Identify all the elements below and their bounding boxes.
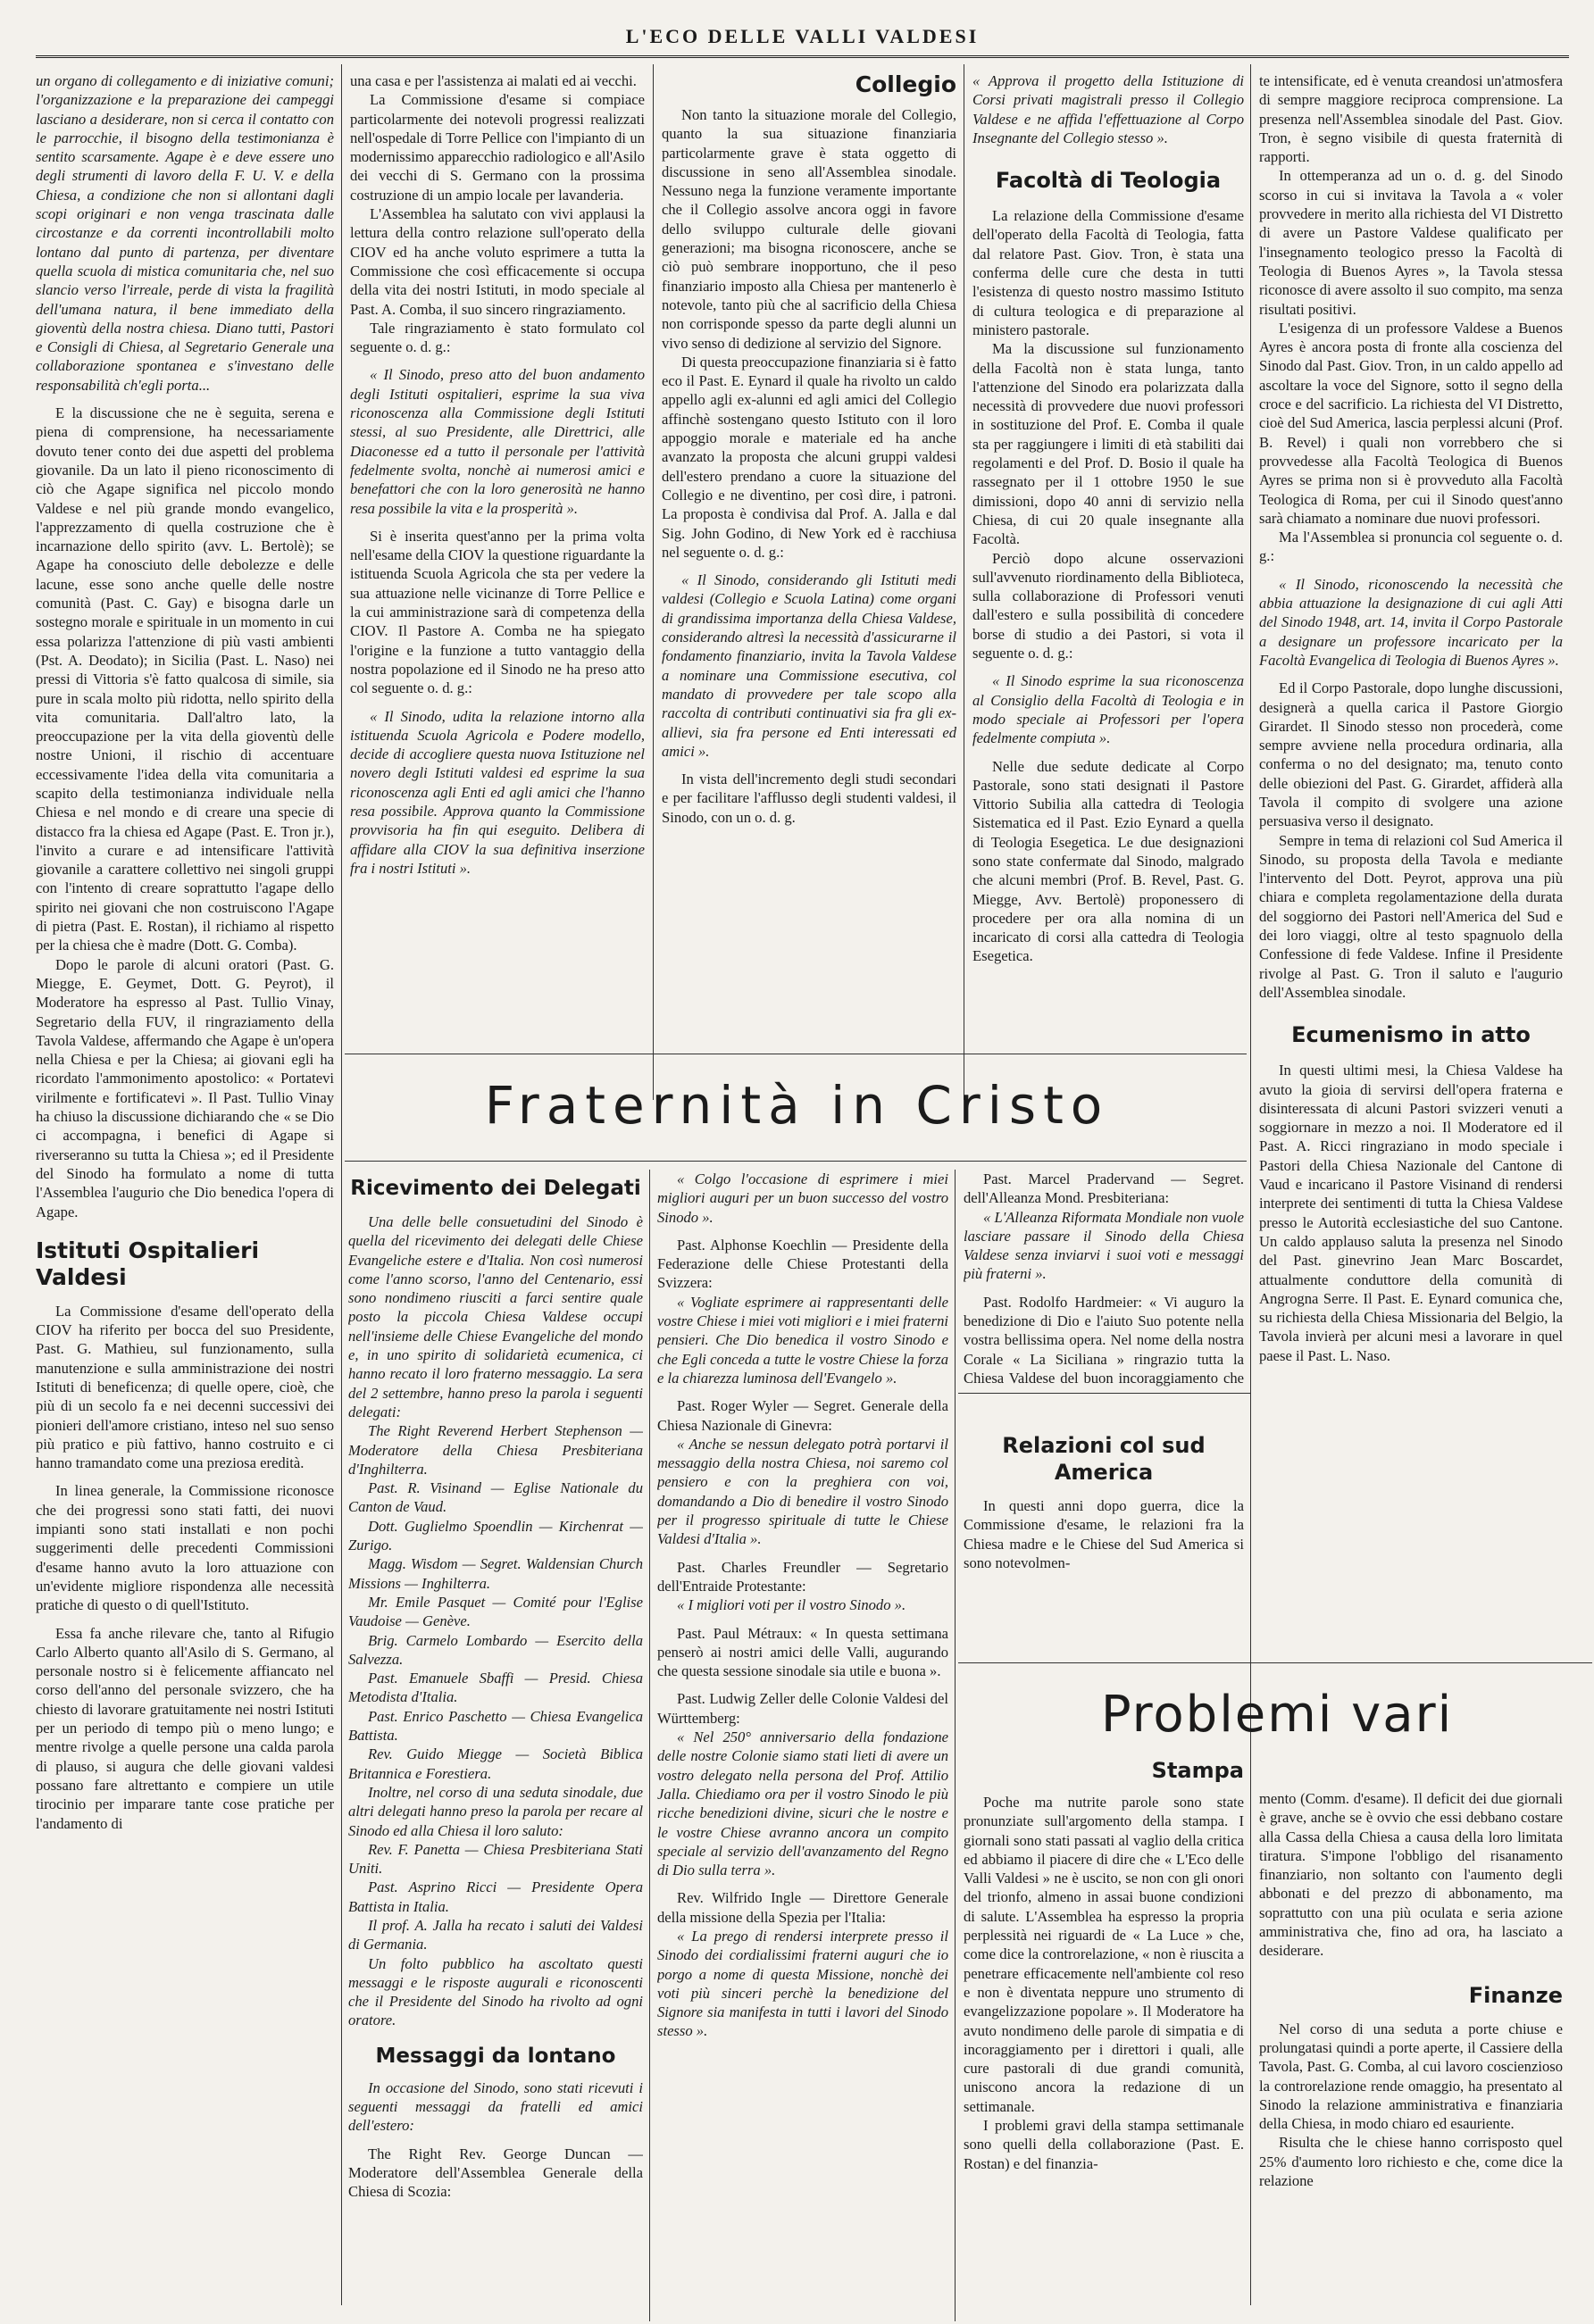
message-sender: Past. Roger Wyler — Segret. Generale della Chiesa Nazionale di Ginevra: bbox=[657, 1397, 948, 1434]
paragraph: Ed il Corpo Pastorale, dopo lunghe discussioni, designerà a quella carica il Pastore Giorgio Girardet. Il Sinodo stesso non procederà, come sempre avviene nella procedura ordinaria, alla conferma o no del designato; ma, tenuto conto delle obiezioni del Past. G. Girardet, affiderà alla Tavola il compito di svolgere una azione persuasiva verso il designato. bbox=[1259, 679, 1563, 830]
order-of-the-day: « Il Sinodo, riconoscendo la necessità che abbia attuazione la designazione di cui agli Atti del Sinodo 1948, art. 14, invita il Corpo Pastorale a designare un professore incaricato per la Facoltà Evangelica di Teologia di Buenos Ayres ». bbox=[1259, 575, 1563, 669]
section-heading-messaggi: Messaggi da lontano bbox=[375, 2044, 616, 2068]
message-sender: Past. Alphonse Koechlin — Presidente della Federazione delle Chiese Protestanti della Svizzera: bbox=[657, 1236, 948, 1292]
paragraph: The Right Rev. George Duncan — Moderatore dell'Assemblea Generale della Chiesa di Scozia: bbox=[348, 2145, 643, 2201]
message: « Colgo l'occasione di esprimere i miei migliori auguri per un buon successo del vostro Sinodo ». bbox=[657, 1170, 948, 1226]
delegate-entry: Dott. Guglielmo Spoendlin — Kirchenrat — Zurigo. bbox=[348, 1517, 643, 1554]
paragraph: Inoltre, nel corso di una seduta sinodale, due altri delegati hanno preso la parola per recare al Sinodo ed alla Chiesa il loro saluto: bbox=[348, 1783, 643, 1839]
delegate-entry: Past. Emanuele Sbaffi — Presid. Chiesa Metodista d'Italia. bbox=[348, 1670, 643, 1706]
problemi-column-a bbox=[964, 1757, 1244, 2320]
paragraph: mento (Comm. d'esame). Il deficit dei due giornali è grave, anche se è ovvio che essi debbano costare alla Cassa della Chiesa a causa della loro limitata tiratura. S'impone l'obbligo del risanamento finanziario, non soltanto con l'aumento degli abbonati e del prezzo di abbonamento, ma soprattutto con una più oculata e seria azione amministrativa che, fino ad ora, ha lasciato a desiderare. bbox=[1259, 1790, 1563, 1960]
delegate-entry: Mr. Emile Pasquet — Comité pour l'Eglise Vaudoise — Genève. bbox=[348, 1593, 643, 1630]
delegate-entry: Past. Asprino Ricci — Presidente Opera Battista in Italia. bbox=[348, 1878, 643, 1915]
message-sender: Rev. Wilfrido Ingle — Direttore Generale della missione della Spezia per l'Italia: bbox=[657, 1889, 948, 1926]
paragraph: I problemi gravi della stampa settimanale sono quelli della collaborazione (Past. E. Rostan) e del finanzia- bbox=[964, 2117, 1244, 2172]
column-2 bbox=[350, 71, 645, 1049]
message: « L'Alleanza Riformata Mondiale non vuole lasciare passare il Sinodo della Chiesa Valdese senza inviarvi i suoi voti e messaggi più fraterni ». bbox=[964, 1208, 1244, 1283]
section-rule bbox=[958, 1662, 1592, 1663]
order-of-the-day: « Il Sinodo, considerando gli Istituti medi valdesi (Collegio e Scuola Latina) come organi di grandissima importanza della Chiesa Valdese, considerando altresì la necessità d'assicurarne il fondamento finanziario, invita la Tavola Valdese a nominare una Commissione esecutiva, col mandato di provvedere per tale scopo alla raccolta di contributi continuativi sia fra gli ex-allievi, sia fra persone ed Enti interessati ed amici ». bbox=[662, 571, 956, 760]
column-rule bbox=[649, 1170, 650, 2321]
column-1 bbox=[36, 71, 334, 2317]
section-heading-finanze: Finanze bbox=[1468, 1982, 1563, 2008]
section-heading-facolta: Facoltà di Teologia bbox=[995, 168, 1222, 194]
paragraph: In ottemperanza ad un o. d. g. del Sinodo scorso in cui si invitava la Tavola a « voler provvedere in merito alla richiesta del VI Distretto di avere un Pastore Valdese qualificato per l'insegnamento teologico presso la Facoltà di Teologia di Buenos Ayres », la Tavola stessa riconosce di avere assolto il suo compito, ma senza risultati positivi. bbox=[1259, 167, 1563, 318]
delegate-entry: Brig. Carmelo Lombardo — Esercito della Salvezza. bbox=[348, 1631, 643, 1668]
delegate-entry: The Right Reverend Herbert Stephenson — Moderatore della Chiesa Presbiteriana d'Inghilterra. bbox=[348, 1422, 643, 1478]
relazioni-section bbox=[964, 1407, 1244, 1661]
paragraph: Poche ma nutrite parole sono state pronunziate sull'argomento della stampa. I giornali sono stati passati al vaglio della critica ed abbiamo il piacere di dire che « L'Eco delle Valli Valdesi » ne è uscito, se non con gli onori del trionfo, almeno in assai buone condizioni di salute. L'Assemblea ha espresso la propria perplessità nei riguardi de « La Luce » che, come dice la controrelazione, « non è riuscita a penetrare efficacemente nell'ambiente col reso e non è diventata neppure uno strumento di evangelizzazione popolare ». Il Moderatore ha avuto nondimeno delle parole di simpatia e di incoraggiamento per i direttori i quali, alle cure pastorali di due grandi comunità, uniscono ancora la redazione di un settimanale. bbox=[964, 1794, 1244, 2115]
delegate-entry: Rev. Guido Miegge — Società Biblica Britannica e Forestiera. bbox=[348, 1745, 643, 1782]
column-rule bbox=[1250, 64, 1251, 2305]
paragraph: Essa fa anche rilevare che, tanto al Rifugio Carlo Alberto quanto all'Asilo di S. Germano, al personale nostro si è felicemente affiancato nel corso dell'anno del personale svizzero, che ha chiesto di lavorare gratuitamente nei nostri Istituti per un periodo di tempo più o meno lungo; e mentre rivolge a quelle persone una calda parola di plauso, si augura che delle giovani valdesi possano fare altrettanto e compiere un utile tirocinio per imparare tante cose pratiche per l'andamento di bbox=[36, 1624, 334, 1832]
banner-fraternita: Fraternità in Cristo bbox=[484, 1075, 1110, 1136]
message: « Nel 250° anniversario della fondazione delle nostre Colonie siamo stati lieti di avere un vostro delegato nella persona del Prof. Attilio Jalla. Chiediamo ora per il vostro Sinodo le più ricche benedizioni divine, sicuri che le nostre e le vostre Chiese avranno ancora un compito speciale al servizio dell'avanzamento del Regno di Dio sulla terra ». bbox=[657, 1728, 948, 1879]
message: « I migliori voti per il vostro Sinodo ». bbox=[677, 1596, 906, 1614]
paragraph: In questi ultimi mesi, la Chiesa Valdese ha avuto la gioia di servirsi dell'opera fraterna e disinteressata di alcuni Pastori svizzeri venuti a soggiornare in mezzo a noi. Il Moderatore ed il Past. A. Ricci ringraziano in modo speciale i Pastori della Chiesa Nazionale del Cantone di Vaud e incaricano il Pastore Visinand di rendersi interprete dei sentimenti di tutta la Chiesa Valdese presso le Autorità ecclesiastiche del suo Cantone. Un caldo applauso saluta la presenza nel Sinodo del Past. ginevrino Jean Marc Boscardet, attualmente conduttore della comunità di Angrogna Serre. Il Past. E. Eynard comunica che, su richiesta della Chiesa Missionaria del Belgio, la Tavola invierà per alcuni mesi a lavorare in quel paese il Past. L. Naso. bbox=[1259, 1062, 1563, 1364]
paragraph: L'esigenza di un professore Valdese a Buenos Ayres è ancora posta di fronte alla coscienza del Sinodo dal Past. Giov. Tron, in un caldo appello ad ascoltare la voce del Signore, sotto il segno della croce e del sacrificio. La richiesta del VI Distretto, cioè del Sud America, lascia perplessi alcuni (Prof. B. Revel) i quali non vorrebbero che si provvedesse alla Facoltà Teologica di Buenos Ayres se prima non si è provveduto alla Facoltà Teologica di Roma, per cui il Sinodo quest'anno sarà chiamato a nominare due nuovi professori. bbox=[1259, 319, 1563, 527]
delegate-entry: Magg. Wisdom — Segret. Waldensian Church Missions — Inghilterra. bbox=[348, 1555, 643, 1592]
message: « Anche se nessun delegato potrà portarvi il messaggio della nostra Chiesa, noi saremo col pensiero e con la preghiera con voi, domandando a Dio di benedire il vostro Sinodo per il progresso spirituale di tutte le Chiese Valdesi d'Italia ». bbox=[657, 1435, 948, 1548]
paragraph: In linea generale, la Commissione riconosce che dei progressi sono stati fatti, dei nuovi impianti sono stati installati e non pochi suggerimenti delle precedenti Commissioni d'esame hanno avuto la loro attuazione con un'evidente migliore rispondenza alle necessità pratiche di questo o di quell'Istituto. bbox=[36, 1482, 334, 1614]
paragraph: Risulta che le chiese hanno corrisposto quel 25% d'aumento loro richiesto e che, come dice la relazione bbox=[1259, 2134, 1563, 2190]
paragraph: Si è inserita quest'anno per la prima volta nell'esame della CIOV la questione riguardante la istituenda Scuola Agricola che sta per vedere la sua attuazione nelle vicinanze di Torre Pellice e la cui amministrazione sarà di competenza della CIOV. Il Pastore A. Comba ne ha spiegato l'origine e la funzione a tutto vantaggio della nostra popolazione ed il Sinodo ne ha preso atto col seguente o. d. g.: bbox=[350, 527, 645, 697]
fraternita-column-c bbox=[964, 1170, 1244, 1388]
paragraph: La Commissione d'esame si compiace particolarmente dei notevoli progressi realizzati nell'ospedale di Torre Pellice con l'impianto di un modernissimo apparecchio radiologico e all'Asilo dei vecchi di S. Germano con la prossima costruzione di un ampio locale per lavanderia. bbox=[350, 91, 645, 204]
paragraph: una casa e per l'assistenza ai malati ed ai vecchi. bbox=[350, 72, 637, 89]
paragraph: Tale ringraziamento è stato formulato col seguente o. d. g.: bbox=[350, 319, 645, 356]
delegate-entry: Past. Enrico Paschetto — Chiesa Evangelica Battista. bbox=[348, 1707, 643, 1745]
paragraph: In occasione del Sinodo, sono stati ricevuti i seguenti messaggi da fratelli ed amici dell'estero: bbox=[348, 2078, 643, 2135]
section-heading-ricevimento: Ricevimento dei Delegati bbox=[350, 1177, 641, 1200]
section-heading-relazioni: Relazioni col sud America bbox=[1002, 1433, 1206, 1485]
delegate-entry: Past. R. Visinand — Eglise Nationale du Canton de Vaud. bbox=[348, 1479, 643, 1516]
message-sender: Past. Marcel Pradervand — Segret. dell'Alleanza Mond. Presbiteriana: bbox=[964, 1170, 1244, 1207]
newspaper-title: L'ECO DELLE VALLI VALDESI bbox=[625, 25, 980, 47]
paragraph: L'Assemblea ha salutato con vivi applausi la lettura della contro relazione sull'operato della CIOV ed ha anche voluto esprimere a tutta la Commissione che così efficacemente si occupa della vita dei nostri Istituti, in modo speciale al Past. A. Comba, il suo sincero ringraziamento. bbox=[350, 205, 645, 318]
section-rule bbox=[958, 1393, 1251, 1394]
paragraph: Di questa preoccupazione finanziaria si è fatto eco il Past. E. Eynard il quale ha rivolto un caldo appello agli ex-alunni ed agli amici del Collegio affinchè sostengano questo Istituto con il loro appoggio morale e materiale ed ha anche avanzato la proposta che alcuni gruppi valdesi dell'estero prendano a cuore la situazione del Collegio e ne diventino, per così dire, i patroni. La proposta è condivisa dal Prof. A. Jalla e dal Sig. John Godino, di New York ed è racchiusa nel seguente o. d. g.: bbox=[662, 353, 956, 561]
paragraph: Un folto pubblico ha ascoltato questi messaggi e le risposte augurali e riconoscenti che il Presidente del Sinodo ha rivolto ad ogni oratore. bbox=[348, 1954, 643, 2029]
paragraph: Ma la discussione sul funzionamento della Facoltà non è stata lunga, tanto l'attenzione del Sinodo era polarizzata dalla necessità di provvedere due nuovi professori in sostituzione del Prof. E. Comba il quale sta per raggiungere i limiti di età stabiliti dai regolamenti e del Prof. D. Bosio il quale ha rassegnato per il 1 ottobre 1950 le sue dimissioni, dopo 40 anni di servizio nella Chiesa, di cui 20 quale insegnante alla Facoltà. bbox=[972, 340, 1244, 548]
paragraph: Una delle belle consuetudini del Sinodo è quella del ricevimento dei delegati delle Chiese Evangeliche estere e d'Italia. Non così numerosi come l'anno scorso, l'anno del Centenario, essi sono nondimeno riusciti a farci sentire quale posto la piccola Chiesa Valdese occupi nell'insieme delle Chiese Evangeliche del mondo e, in uno spirito di solidarietà ecumenica, ci hanno recato il loro fraterno messaggio. La sera del 2 settembre, hanno preso la parola i seguenti delegati: bbox=[348, 1213, 643, 1420]
order-of-the-day: « Il Sinodo, udita la relazione intorno alla istituenda Scuola Agricola e Podere modello, decide di accogliere questa nuova Istituzione nel novero degli Istituti valdesi ed esprime la sua riconoscenza agli Enti ed agli amici che l'hanno resa possibile. Approva quanto la Commissione provvisoria ha fin qui eseguito. Delibera di affidare alla CIOV la sua definitiva inserzione fra i nostri Istituti ». bbox=[350, 707, 645, 877]
column-5 bbox=[1259, 71, 1563, 1661]
fraternita-column-a bbox=[348, 1170, 643, 2321]
message-sender: Past. Rodolfo Hardmeier: « Vi auguro la benedizione di Dio e l'aiuto Suo potente nella vostra bellissima opera. Nel nome della nostra Corale « La Siciliana » ringrazio tutta la Chiesa Valdese del buon incoraggiamento che bbox=[964, 1293, 1244, 1387]
order-of-the-day: « Il Sinodo, preso atto del buon andamento degli Istituti ospitalieri, esprime la sua viva riconoscenza alla Commissione degli Istituti stessi, al suo Presidente, alle Direttrici, alle Diaconesse ed a tutto il personale per l'attività fedelmente svolta, nonchè ai numerosi amici e benefattori che con la loro generosità ne hanno resa possibile la vita e la prosperità ». bbox=[350, 366, 645, 517]
column-rule bbox=[955, 1170, 956, 2321]
column-3 bbox=[662, 71, 956, 1049]
message: « La prego di rendersi interprete presso il Sinodo dei cordialissimi fraterni auguri che io porgo a nome di questa Missione, nonchè dei voti più sinceri perchè la benedizione del Signore sia manifesta in tutti i lavori del Sinodo stesso ». bbox=[657, 1927, 948, 2040]
paragraph: Nel corso di una seduta a porte chiuse e prolungatasi quindi a porte aperte, il Cassiere della Tavola, Past. G. Comba, al cui lavoro coscienzioso la controrelazione rende omaggio, ha presentato al Sinodo la relazione amministrativa e finanziaria della Chiesa, in modo chiaro ed esauriente. bbox=[1259, 2020, 1563, 2133]
paragraph: Ma l'Assemblea si pronuncia col seguente o. d. g.: bbox=[1259, 529, 1563, 565]
paragraph: Nelle due sedute dedicate al Corpo Pastorale, sono stati designati il Pastore Vittorio Subilia alla cattedra di Teologia Sistematica ed il Past. Ezio Eynard a quella di Teologia Esegetica. Le due designazioni sono state confermate dal Sinodo, malgrado che alcuni membri (Prof. B. Revel, Past. G. Miegge, Avv. Bertolè) proponessero di procedere per ora alla nomina di un incaricato di corsi alla cattedra di Teologia Esegetica. bbox=[972, 757, 1244, 965]
delegates-list bbox=[348, 1421, 643, 1783]
message-sender: Past. Ludwig Zeller delle Colonie Valdesi del Württemberg: bbox=[657, 1690, 948, 1727]
paragraph: Non tanto la situazione morale del Collegio, quanto la sua situazione finanziaria particolarmente grave è stata oggetto di discussione in seno all'Assemblea sinodale. Nessuno nega la funzione veramente importante che il Collegio assolve ancora oggi in favore dello sviluppo culturale delle giovani generazioni; ma bisogna riconoscere, anche se ciò può sembrare inopportuno, che il peso finanziario imposto alla Chiesa per mantenerlo è notevole, tanto più che al sacrificio della Chiesa non corrisponde spesso da parte degli alunni un vivo senso di dedizione al servizio del Signore. bbox=[662, 106, 956, 352]
column-rule bbox=[341, 64, 342, 2305]
paragraph: Il prof. A. Jalla ha recato i saluti dei Valdesi di Germania. bbox=[348, 1916, 643, 1953]
banner-rule-bottom bbox=[345, 1161, 1247, 1162]
banner-problemi-vari: Problemi vari bbox=[1100, 1686, 1454, 1744]
paragraph: La relazione della Commissione d'esame dell'operato della Facoltà di Teologia, fatta dal relatore Past. Giov. Tron, è stata una conferma delle cure che desta in tutti l'esistenza di questo nostro massimo Istituto di cultura teologica e di preparazione al ministero pastorale. bbox=[972, 207, 1244, 338]
paragraph: E la discussione che ne è seguita, serena e piena di comprensione, ha necessariamente dovuto tener conto dei due aspetti del problema giovanile. Da un lato il pieno riconoscimento di ciò che Agape significa nel piccolo mondo Valdese e nel più grande mondo evangelico, l'apprezzamento di quella costruzione che è incarnazione dello spirito (avv. L. Bertolè); se Agape ha conosciuto delle debolezze e delle lacune, esse sono anche quelle delle nostre comunità (Past. C. Gay) e bisogna darle un sostegno morale e spirituale in un momento in cui essa polarizza l'attenzione di più vasti ambienti (Pst. A. Deodato); in Sicilia (Past. L. Naso) nei pressi di Vittoria s'è fatto qualcosa di simile, sia pure in scala molto più ridotta, nello spirito della vita comunitaria. Dall'altro lato, la preoccupazione per la vita della gioventù delle nostre Unioni, il rischio di accentuare eccessivamente l'idea della vita comunitaria a scapito della testimonianza individuale nella Chiesa e nel mondo e di creare una specie di distacco fra la chiesa ed Agape (Past. E. Tron jr.), l'invito a curare e ad intensificare l'attività giovanile a carattere collettivo nei singoli gruppi con l'intento di creare soprattutto l'agape dello spirito nei giovani che non costruiscono l'Agape di pietra (Past. E. Rostan), il richiamo al rispetto per la chiesa che è madre (Dott. G. Comba). bbox=[36, 404, 334, 954]
paragraph: Sempre in tema di relazioni col Sud America il Sinodo, su proposta della Tavola e mediante l'intervento del Dott. Peyrot, approva una più chiara e completa regolamentazione della durata del soggiorno dei Pastori nell'America del Sud e dei loro viaggi, oltre al testo spagnuolo della Confessione di fede Valdese. Infine il Presidente rivolge al Past. G. Tron il saluto e l'augurio dell'Assemblea sinodale. bbox=[1259, 831, 1563, 1001]
message-sender: Past. Charles Freundler — Segretario dell'Entraide Protestante: bbox=[657, 1558, 948, 1595]
order-of-the-day: « Il Sinodo esprime la sua riconoscenza al Consiglio della Facoltà di Teologia e in modo speciale ai Professori per l'opera fedelmente compiuta ». bbox=[972, 672, 1244, 747]
column-rule bbox=[653, 64, 654, 1100]
section-heading-ecumenismo: Ecumenismo in atto bbox=[1291, 1022, 1531, 1048]
problemi-column-b bbox=[1259, 1789, 1563, 2320]
section-heading-collegio: Collegio bbox=[855, 71, 956, 97]
paragraph: Perciò dopo alcune osservazioni sull'avvenuto riordinamento della Biblioteca, sulla collaborazione di Professori venuti dall'estero e sulla possibilità di concedere borse di studio a dei Pastori, si vota il seguente o. d. g.: bbox=[972, 549, 1244, 662]
delegate-entry: Rev. F. Panetta — Chiesa Presbiteriana Stati Uniti. bbox=[348, 1840, 643, 1878]
fraternita-column-b bbox=[657, 1170, 948, 2321]
paragraph: La Commissione d'esame dell'operato della CIOV ha riferito per bocca del suo Presidente, Past. G. Mathieu, sul funzionamento, sulla manutenzione e sulla amministrazione dei nostri Istituti di beneficenza; di quelle opere, cioè, che più di un secolo fa e nei decenni successivi dei pionieri dell'amore cristiano, inteso nel suo senso più pratico e più fattivo, hanno costruito e ci hanno tramandato come una preziosa eredità. bbox=[36, 1302, 334, 1472]
paragraph: te intensificate, ed è venuta creandosi un'atmosfera di sempre maggiore reciproca comprensione. La presenza nell'Assemblea sinodale del Past. Giov. Tron, è segno visibile di questa fraternità di rapporti. bbox=[1259, 72, 1563, 166]
order-of-the-day: « Approva il progetto della Istituzione di Corsi privati magistrali presso il Collegio Valdese e ne affida l'effettuazione al Corpo Insegnante del Collegio stesso ». bbox=[972, 72, 1244, 146]
section-heading-stampa: Stampa bbox=[1151, 1758, 1244, 1783]
paragraph: In vista dell'incremento degli studi secondari e per facilitare l'afflusso degli studenti valdesi, il Sinodo, con un o. d. g. bbox=[662, 771, 956, 826]
column-4 bbox=[972, 71, 1244, 1049]
section-heading-istituti: Istituti Ospitalieri Valdesi bbox=[36, 1237, 260, 1290]
paragraph: Dopo le parole di alcuni oratori (Past. G. Miegge, E. Geymet, Dott. G. Peyrot), il Moderatore ha espresso al Past. Tullio Vinay, Segretario della FUV, il ringraziamento della Tavola Valdese, affermando che Agape è un'opera nella Chiesa e per la Chiesa; ai giovani egli ha ricordato l'ammonimento apostolico: « Portatevi virilmente e fortificatevi ». Il Past. Tullio Vinay ha chiuso la discussione dichiarando che « se Dio ci accompagna, i benefici di Agape si riverseranno su tutta la Chiesa »; ed il Presidente del Sinodo ha formulato a nome di tutta l'Assemblea l'augurio che Dio benedica l'opera di Agape. bbox=[36, 955, 334, 1220]
paragraph: In questi anni dopo guerra, dice la Commissione d'esame, le relazioni fra la Chiesa madre e le Chiese del Sud America si sono notevolmen- bbox=[964, 1497, 1244, 1571]
running-head bbox=[36, 25, 1569, 58]
message: « Vogliate esprimere ai rappresentanti delle vostre Chiese i miei voti migliori e i miei fraterni pensieri. Che Dio benedica il vostro Sinodo e che Egli conceda a tutte le vostre Chiese la forza e la chiarezza luminosa dell'Evangelo ». bbox=[657, 1293, 948, 1387]
paragraph: un organo di collegamento e di iniziative comuni; l'organizzazione e la preparazione dei campeggi lasciano a desiderare, non si cerca il contatto con le parrocchie, il bisogno della testimonianza è sentito scarsamente. Agape è e deve essere uno degli strumenti di lavoro della F. U. V. e della Chiesa, a condizione che non si allontani dagli scopi originari e non venga trascinata dalle circostanze e da correnti incontrollabili molto lontano dal punto di partenza, per diventare quella scuola di mistica comunitaria che, nel suo slancio verso l'irreale, perde di vista la fragilità dell'umana natura, il bene immediato della gioventù della nostra chiesa. Diano tutti, Pastori e Consigli di Chiesa, al Segretario Generale una collaborazione spontanea e s'investano delle responsabilità ch'egli porta... bbox=[36, 72, 334, 394]
message-sender: Past. Paul Métraux: « In questa settimana penserò ai nostri amici delle Valli, augurando che questa sessione sinodale sia utile e buona ». bbox=[657, 1624, 948, 1680]
